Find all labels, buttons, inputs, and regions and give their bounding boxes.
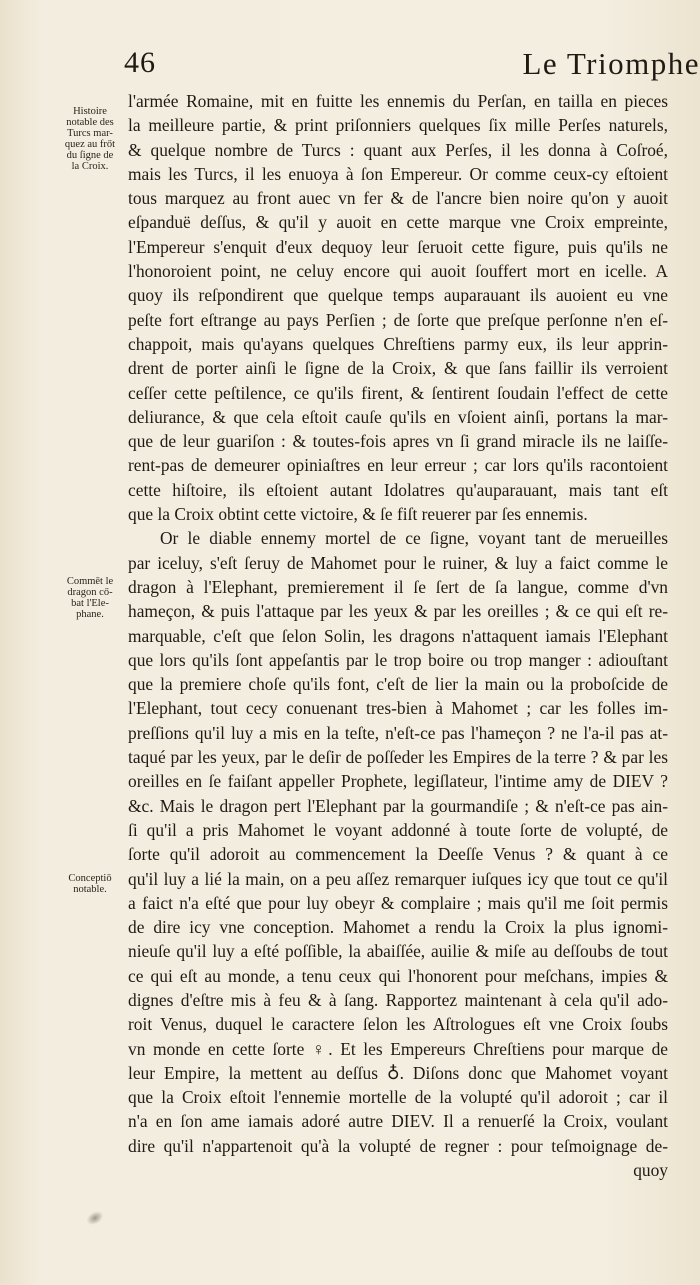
text-line: roit Venus, duquel le caractere ſelon les Aſtrologues eſt vne Croix ſoubs <box>128 1014 668 1035</box>
text-line: que la Croix obtint cette victoire, & ſe fiſt reuerer par ſes ennemis. <box>128 504 588 525</box>
ink-stain <box>84 1208 106 1227</box>
margin-note-line: notable. <box>73 884 107 895</box>
text-line: drent de porter ainſi le ſigne de la Croix, & que ſans faillir ils verroient <box>128 358 668 379</box>
text-line: n'a en ſon ame iamais adoré autre DIEV. Il a renuerſé la Croix, voulant <box>128 1111 668 1132</box>
text-line: ce qui eſt au monde, a tenu ceux qui l'honorent pour meſchans, impies & <box>128 965 668 986</box>
page-number: 46 <box>124 46 156 79</box>
text-line: oreilles en ſe faiſant appeller Prophete, legiſlateur, l'intime amy de DIEV ? <box>128 771 668 792</box>
text-line: leur Empire, la mettent au deſſus ♁. Diſons donc que Mahomet voyant <box>128 1062 668 1083</box>
text-line: hameçon, & puis l'attaque par les yeux & par les oreilles ; & ce qui eſt re- <box>128 601 668 622</box>
text-line: l'Empereur s'enquit d'eux dequoy leur ſeruoit cette figure, puis qu'ils ne <box>128 236 668 257</box>
text-line: peſte fort eſtrange au pays Perſien ; de ſorte que preſque perſonne n'en eſ- <box>128 309 668 330</box>
text-line: par iceluy, s'eſt ſeruy de Mahomet pour le ruiner, & luy a faict comme le <box>128 552 668 573</box>
text-line: deliurance, & que cela eſtoit cauſe qu'ils en vſoient ainſi, portans la mar- <box>128 406 668 427</box>
margin-note-line: Histoire <box>73 106 107 117</box>
text-line: rent-pas de demeurer opiniaſtres en leur erreur ; car lors qu'ils racontoient <box>128 455 668 476</box>
running-head <box>124 46 700 86</box>
margin-note-conception <box>52 873 128 895</box>
text-line: de dire icy vne conception. Mahomet a rendu la Croix la plus ignomi- <box>128 917 668 938</box>
text-line: cette hiſtoire, ils eſtoient autant Idolatres qu'auparauant, mais tant eſt <box>128 479 668 500</box>
text-line: dragon à l'Elephant, premierement il ſe ſert de ſa langue, comme d'vn <box>128 576 668 597</box>
text-line: dire qu'il n'appartenoit qu'à la volupté de regner : pour teſmoignage de- <box>128 1135 668 1156</box>
text-line: tous marquez au front auec vn fer & de l'ancre bien noire qu'on y auoit <box>128 188 668 209</box>
text-line: &c. Mais le dragon pert l'Elephant par la gourmandiſe ; & n'eſt-ce pas ain- <box>128 795 668 816</box>
text-line: mais les Turcs, il les enuoya à ſon Empereur. Or comme ceux-cy eſtoient <box>128 163 668 184</box>
margin-note-comment <box>52 576 128 620</box>
catchword: quoy <box>633 1160 668 1181</box>
margin-note-line: du ſigne de <box>66 150 114 161</box>
text-line: ceſſer cette peſtilence, ce qu'ils firent, & ſentirent ſoudain l'effect de cette <box>128 382 668 403</box>
text-line: chappoit, mais qu'ayans quelques Chreſtiens parmy eux, ils leur apprin- <box>128 333 668 354</box>
body-text <box>128 89 668 1182</box>
margin-note-line: Conceptiō <box>68 873 112 884</box>
text-line: vn monde en cette ſorte ♀. Et les Empereurs Chreſtiens pour marque de <box>128 1038 668 1059</box>
text-line: l'armée Romaine, mit en fuitte les ennemis du Perſan, en tailla en pieces <box>128 91 668 111</box>
margin-note-line: Turcs mar- <box>67 128 113 139</box>
margin-note-line: quez au frőt <box>64 139 116 150</box>
text-line: qu'il luy a lié la main, on a peu aſſez remarquer iuſques icy que tout ce qu'il <box>128 868 668 889</box>
text-line: preſſions qu'il luy a mis en la teſte, n'eſt-ce pas l'hameçon ? ne l'a-il pas at- <box>128 722 668 743</box>
margin-note-line: dragon cő- <box>67 587 113 598</box>
text-line: taqué par les yeux, par le deſir de poſſeder les Empires de la terre ? & par les <box>128 747 668 768</box>
text-line: a faict n'a eſté que pour luy obeyr & complaire ; mais qu'il me ſoit permis <box>128 892 668 913</box>
margin-note-line: la Croix. <box>71 161 109 172</box>
text-line: quoy ils reſpondirent que quelque temps auparauant ils auoient eu vne <box>128 285 668 306</box>
text-line: Or le diable ennemy mortel de ce ſigne, voyant tant de merueilles <box>160 528 668 549</box>
text-line: ſi qu'il a pris Mahomet le voyant addonné à toute ſorte de volupté, de <box>128 819 668 840</box>
text-line: & quelque nombre de Turcs : quant aux Perſes, il les donna à Coſroé, <box>128 139 668 160</box>
page-title: Le Triomphe <box>522 46 700 81</box>
margin-note-line: Commēt le <box>66 576 114 587</box>
margin-note-line: notable des <box>66 117 114 128</box>
text-line: que la Croix eſtoit l'ennemie mortelle de la volupté qu'il adoroit ; car il <box>128 1087 668 1108</box>
text-line: nieuſe qu'il luy a eſté poſſible, la abaiſſée, auilie & miſe au deſſoubs de tout <box>128 941 668 962</box>
margin-note-histoire <box>52 106 128 172</box>
margin-note-line: phane. <box>76 609 104 620</box>
text-line: que lors qu'ils ſont appeſantis par le trop boire ou trop manger : adiouſtant <box>128 649 668 670</box>
text-line: que la premiere choſe qu'ils font, c'eſt de lier la main ou la proboſcide de <box>128 674 668 695</box>
text-line: l'honoroient point, ne celuy encore qui auoit ſouffert mort en icelle. A <box>128 261 668 282</box>
text-line: que de leur guariſon : & toutes-fois apres vn ſi grand miracle ils ne laiſſe- <box>128 431 668 452</box>
text-line: la meilleure partie, & print priſonniers quelques ſix mille Perſes naturels, <box>128 115 668 136</box>
text-line: eſpanduë deſſus, & qu'il y auoit en cette marque vne Croix empreinte, <box>128 212 668 233</box>
text-line: marquable, c'eſt que ſelon Solin, les dragons n'attaquent iamais l'Elephant <box>128 625 668 646</box>
text-line: l'Elephant, tout cecy conuenant tres-bien à Mahomet ; car les folles im- <box>128 698 668 719</box>
text-line: dignes d'eſtre mis à feu & à ſang. Rapportez maintenant à cela qu'il ado- <box>128 989 668 1010</box>
text-line: ſorte qu'il adoroit au commencement la Deeſſe Venus ? & quant à ce <box>128 844 668 865</box>
margin-note-line: bat l'Ele- <box>71 598 109 609</box>
